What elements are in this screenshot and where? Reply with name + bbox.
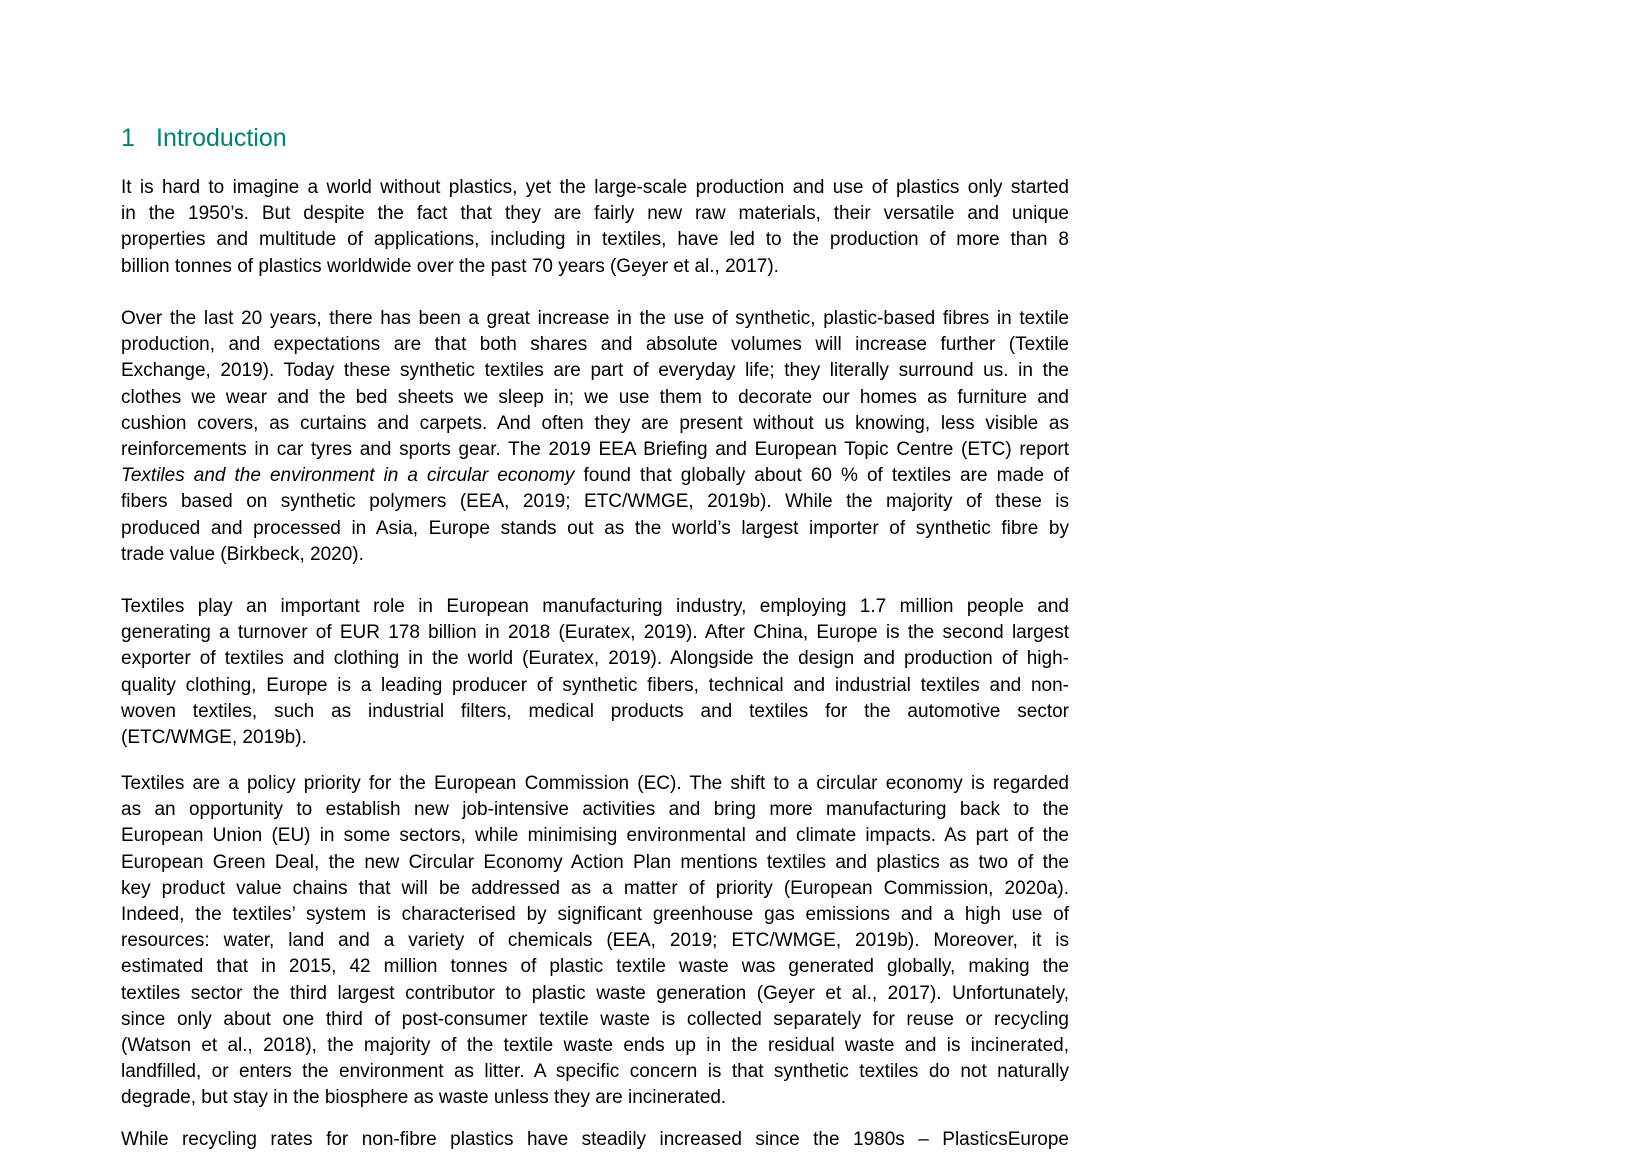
text-line: billion tonnes of plastics worldwide over the past 70 years (Geyer et al., 2017). xyxy=(121,255,779,277)
text-line: since only about one third of post-consumer textile waste is collected separately for reuse or recycling xyxy=(121,1008,1069,1030)
text-line: generating a turnover of EUR 178 billion in 2018 (Euratex, 2019). After China, Europe is the second largest xyxy=(121,622,1069,644)
section-number: 1 xyxy=(121,124,135,152)
text-line: While recycling rates for non-fibre plastics have steadily increased since the 1980s – PlasticsEurope xyxy=(121,1129,1069,1150)
paragraph-5 xyxy=(121,1127,1069,1153)
text-line: clothes we wear and the bed sheets we sleep in; we use them to decorate our homes as furniture and xyxy=(121,386,1069,408)
paragraph-3 xyxy=(121,594,1069,751)
report-title: Textiles and the environment in a circular economy xyxy=(121,465,575,487)
text-line: trade value (Birkbeck, 2020). xyxy=(121,543,364,565)
text-line: exporter of textiles and clothing in the world (Euratex, 2019). Alongside the design and production of high- xyxy=(121,648,1069,670)
text-line xyxy=(121,463,1069,489)
paragraph-1 xyxy=(121,175,1069,280)
text-line: Textiles are a policy priority for the European Commission (EC). The shift to a circular economy is regarded xyxy=(121,773,1069,794)
text-line: quality clothing, Europe is a leading producer of synthetic fibers, technical and industrial textiles and non- xyxy=(121,674,1069,696)
text-line: as an opportunity to establish new job-intensive activities and bring more manufacturing back to the xyxy=(121,799,1069,821)
text-line: European Union (EU) in some sectors, while minimising environmental and climate impacts. As part of the xyxy=(121,825,1069,847)
text-line: estimated that in 2015, 42 million tonnes of plastic textile waste was generated globally, making the xyxy=(121,956,1069,978)
text-line: It is hard to imagine a world without plastics, yet the large-scale production and use of plastics only started xyxy=(121,177,1069,198)
text-line: Indeed, the textiles’ system is characterised by significant greenhouse gas emissions and a high use of xyxy=(121,903,1069,925)
text-line: produced and processed in Asia, Europe stands out as the world’s largest importer of synthetic fibre by xyxy=(121,517,1069,539)
text-line: properties and multitude of applications, including in textiles, have led to the production of more than 8 xyxy=(121,229,1069,251)
text-line: textiles sector the third largest contributor to plastic waste generation (Geyer et al., 2017). Unfortunately, xyxy=(121,982,1069,1004)
text-line: production, and expectations are that both shares and absolute volumes will increase further (Textile xyxy=(121,334,1069,356)
text-line: European Green Deal, the new Circular Economy Action Plan mentions textiles and plastics as two of the xyxy=(121,851,1069,873)
text-line: landfilled, or enters the environment as litter. A specific concern is that synthetic textiles do not naturally xyxy=(121,1061,1069,1083)
section-title: Introduction xyxy=(156,124,287,152)
text-fragment: found that globally about 60 % of textiles are made of xyxy=(574,465,1069,487)
section-heading xyxy=(121,121,287,155)
text-line: in the 1950’s. But despite the fact that they are fairly new raw materials, their versatile and unique xyxy=(121,203,1069,225)
text-line: degrade, but stay in the biosphere as waste unless they are incinerated. xyxy=(121,1087,727,1109)
text-line: (Watson et al., 2018), the majority of the textile waste ends up in the residual waste and is incinerated, xyxy=(121,1034,1069,1056)
text-line: Over the last 20 years, there has been a great increase in the use of synthetic, plastic-based fibres in textile xyxy=(121,308,1069,329)
text-line: Exchange, 2019). Today these synthetic textiles are part of everyday life; they literally surround us. in the xyxy=(121,360,1069,382)
text-line: cushion covers, as curtains and carpets. And often they are present without us knowing, less visible as xyxy=(121,412,1069,434)
text-line: reinforcements in car tyres and sports gear. The 2019 EEA Briefing and European Topic Centre (ETC) report xyxy=(121,438,1069,460)
text-line: fibers based on synthetic polymers (EEA, 2019; ETC/WMGE, 2019b). While the majority of these is xyxy=(121,491,1069,513)
paragraph-4 xyxy=(121,771,1069,1111)
paragraph-2 xyxy=(121,306,1069,568)
text-line: woven textiles, such as industrial filters, medical products and textiles for the automotive sector xyxy=(121,700,1069,722)
text-line: resources: water, land and a variety of chemicals (EEA, 2019; ETC/WMGE, 2019b). Moreover, it is xyxy=(121,930,1069,952)
text-line: (ETC/WMGE, 2019b). xyxy=(121,726,307,748)
text-line: Textiles play an important role in European manufacturing industry, employing 1.7 million people and xyxy=(121,596,1069,617)
text-line: key product value chains that will be addressed as a matter of priority (European Commission, 2020a). xyxy=(121,877,1069,899)
